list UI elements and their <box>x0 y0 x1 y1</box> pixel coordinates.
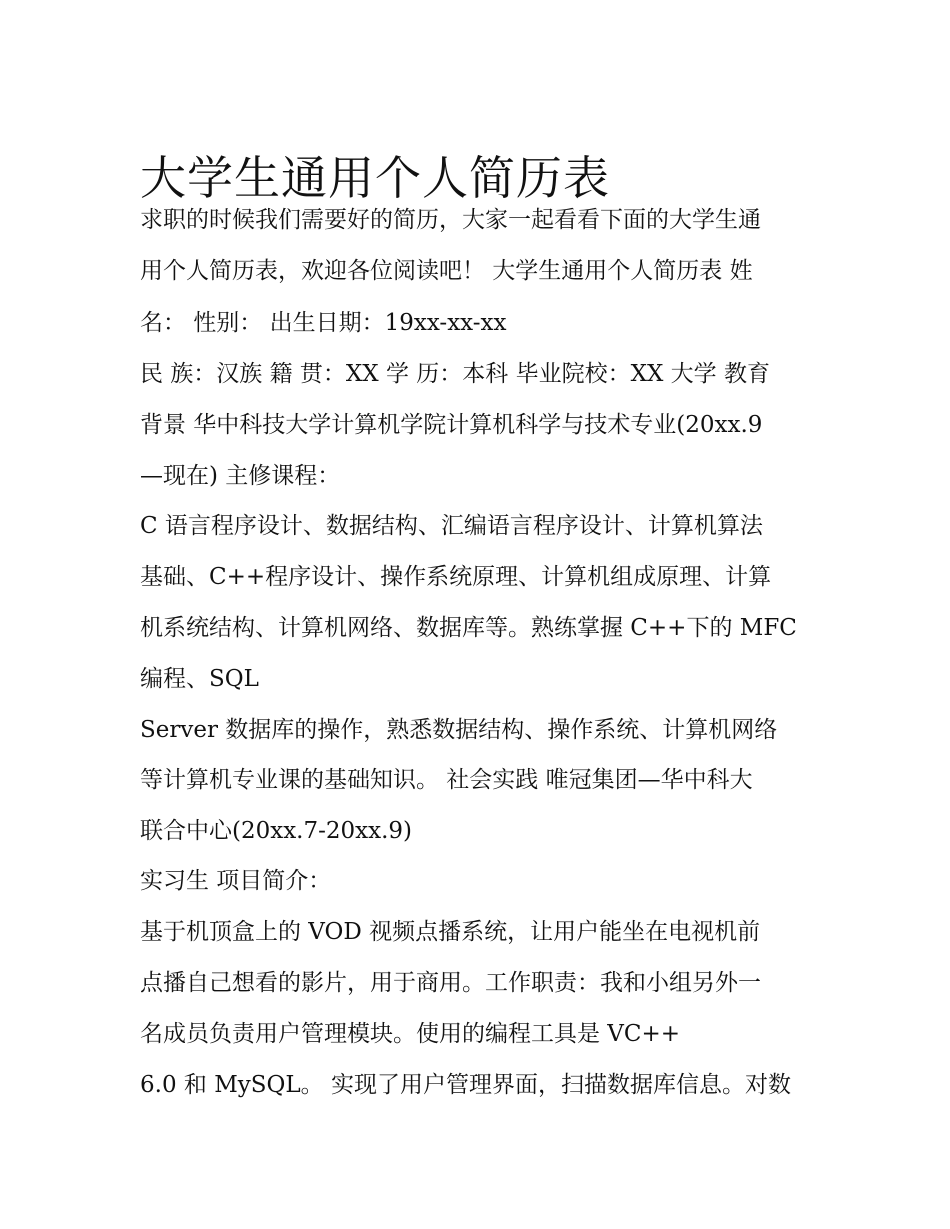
body-line: 名： 性别： 出生日期：19xx-xx-xx <box>140 310 507 336</box>
body-line: 6.0 和 MySQL。 实现了用户管理界面，扫描数据库信息。对数 <box>140 1072 791 1098</box>
body-line: 民 族：汉族 籍 贯：XX 学 历：本科 毕业院校：XX 大学 教育 <box>140 361 770 387</box>
body-line: 基础、C++程序设计、操作系统原理、计算机组成原理、计算 <box>140 564 772 590</box>
body-line: 名成员负责用户管理模块。使用的编程工具是 VC++ <box>140 1021 681 1047</box>
body-line: 基于机顶盒上的 VOD 视频点播系统，让用户能坐在电视机前 <box>140 919 761 945</box>
body-line: 实习生 项目简介： <box>140 868 332 894</box>
body-line: C 语言程序设计、数据结构、汇编语言程序设计、计算机算法 <box>140 513 763 539</box>
document-title: 大学生通用个人简历表 <box>140 150 610 205</box>
body-line: 联合中心(20xx.7-20xx.9) <box>140 818 413 844</box>
body-line: 编程、SQL <box>140 666 259 692</box>
body-line: 用个人简历表，欢迎各位阅读吧！ 大学生通用个人简历表 姓 <box>140 258 753 284</box>
body-line: 求职的时候我们需要好的简历，大家一起看看下面的大学生通 <box>140 207 761 233</box>
body-line: 背景 华中科技大学计算机学院计算机科学与技术专业(20xx.9 <box>140 412 763 438</box>
body-line: 点播自己想看的影片，用于商用。工作职责：我和小组另外一 <box>140 970 761 996</box>
body-line: —现在) 主修课程： <box>140 463 341 489</box>
body-line: 机系统结构、计算机网络、数据库等。熟练掌握 C++下的 MFC <box>140 615 797 641</box>
body-line: 等计算机专业课的基础知识。 社会实践 唯冠集团—华中科大 <box>140 767 753 793</box>
body-line: Server 数据库的操作，熟悉数据结构、操作系统、计算机网络 <box>140 717 778 743</box>
